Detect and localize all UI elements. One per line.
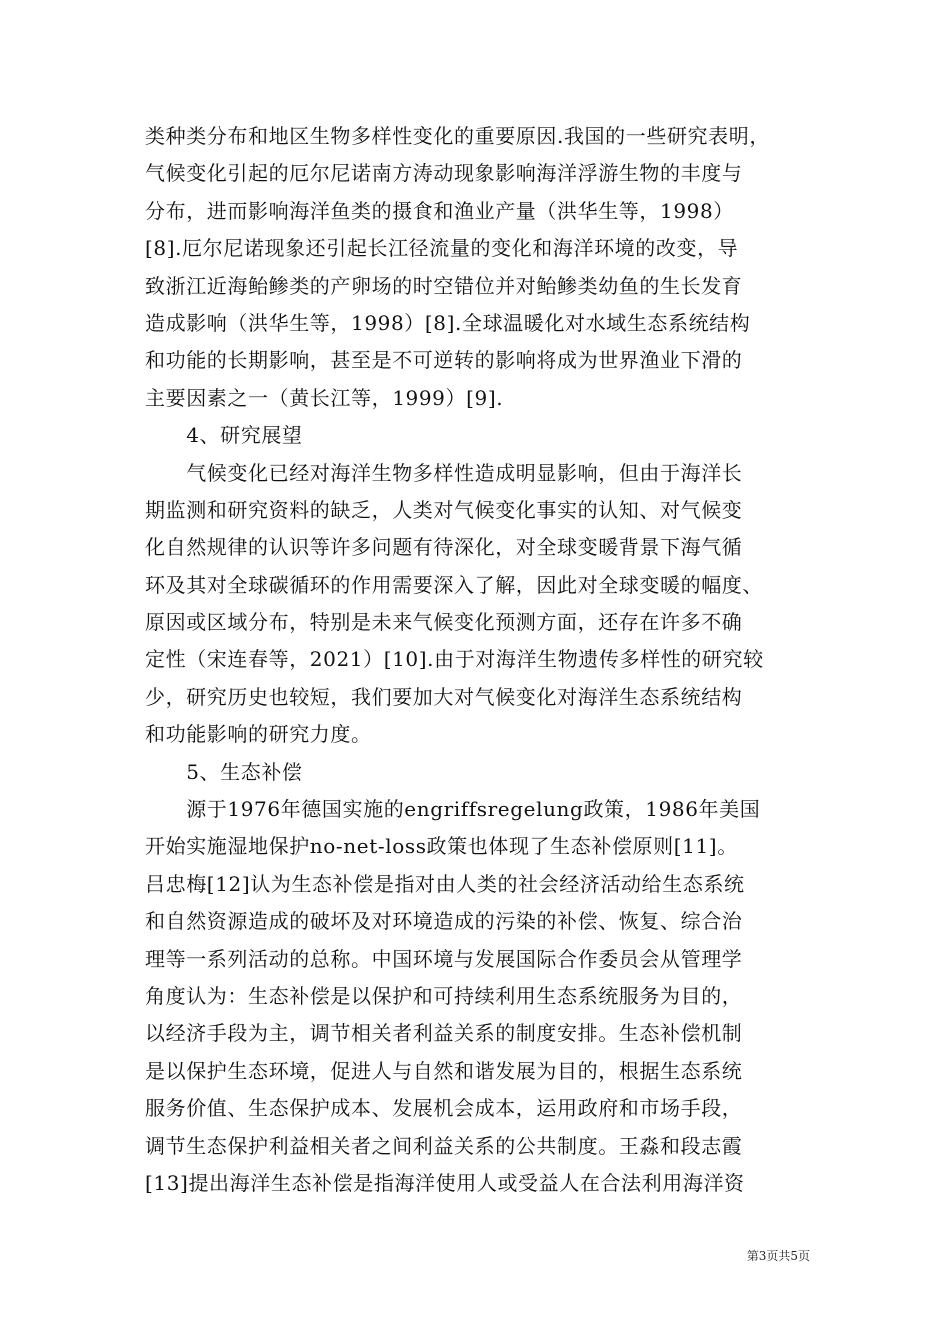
page-number: 第3页共5页: [746, 1249, 810, 1263]
text-line: 吕忠梅[12]认为生态补偿是指对由人类的社会经济活动给生态系统: [145, 871, 745, 896]
text-line: 类种类分布和地区生物多样性变化的重要原因.我国的一些研究表明，: [145, 124, 770, 148]
text-line: 调节生态保护利益相关者之间利益关系的公共制度。王淼和段志霞: [145, 1133, 743, 1158]
text-line: 和功能影响的研究力度。: [145, 722, 372, 747]
text-line: 原因或区域分布，特别是未来气候变化预测方面，还存在许多不确: [145, 610, 743, 635]
text-line: 定性（宋连春等，2021）[10].由于对海洋生物遗传多样性的研究较: [145, 647, 764, 672]
text-line: 分布，进而影响海洋鱼类的摄食和渔业产量（洪华生等，1998）: [145, 198, 734, 223]
text-line: 源于1976年德国实施的engriffsregelung政策，1986年美国: [145, 797, 761, 822]
text-line: 服务价值、生态保护成本、发展机会成本，运用政府和市场手段，: [145, 1096, 743, 1121]
text-line: 以经济手段为主，调节相关者利益关系的制度安排。生态补偿机制: [145, 1021, 743, 1046]
text-line: [8].厄尔尼诺现象还引起长江径流量的变化和海洋环境的改变，导: [145, 236, 739, 261]
section-heading-eco-compensation: 5、生态补偿: [145, 759, 303, 784]
text-line: 和自然资源造成的破坏及对环境造成的污染的补偿、恢复、综合治: [145, 909, 743, 934]
text-line: 少，研究历史也较短，我们要加大对气候变化对海洋生态系统结构: [145, 684, 743, 709]
text-line: 理等一系列活动的总称。中国环境与发展国际合作委员会从管理学: [145, 946, 743, 971]
body-text: [145, 118, 810, 1202]
text-line: 化自然规律的认识等许多问题有待深化，对全球变暖背景下海气循: [145, 535, 743, 560]
text-line: 是以保护生态环境，促进人与自然和谐发展为目的，根据生态系统: [145, 1058, 743, 1083]
text-line: 主要因素之一（黄长江等，1999）[9].: [145, 385, 504, 410]
text-line: 角度认为：生态补偿是以保护和可持续利用生态系统服务为目的，: [145, 983, 743, 1008]
text-line: 致浙江近海鲐鲹类的产卵场的时空错位并对鲐鲹类幼鱼的生长发育: [145, 273, 743, 298]
text-line: 造成影响（洪华生等，1998）[8].全球温暖化对水域生态系统结构: [145, 310, 751, 335]
text-line: 和功能的长期影响，甚至是不可逆转的影响将成为世界渔业下滑的: [145, 348, 743, 373]
text-line: 环及其对全球碳循环的作用需要深入了解，因此对全球变暖的幅度、: [145, 572, 763, 597]
text-line: 气候变化已经对海洋生物多样性造成明显影响，但由于海洋长: [145, 460, 743, 485]
text-line: 期监测和研究资料的缺乏，人类对气候变化事实的认知、对气候变: [145, 497, 743, 522]
section-heading-research-outlook: 4、研究展望: [145, 423, 303, 448]
text-line: [13]提出海洋生态补偿是指海洋使用人或受益人在合法利用海洋资: [145, 1170, 745, 1195]
text-line: 气候变化引起的厄尔尼诺南方涛动现象影响海洋浮游生物的丰度与: [145, 161, 743, 186]
text-line: 开始实施湿地保护no-net-loss政策也体现了生态补偿原则[11]。: [145, 834, 738, 859]
